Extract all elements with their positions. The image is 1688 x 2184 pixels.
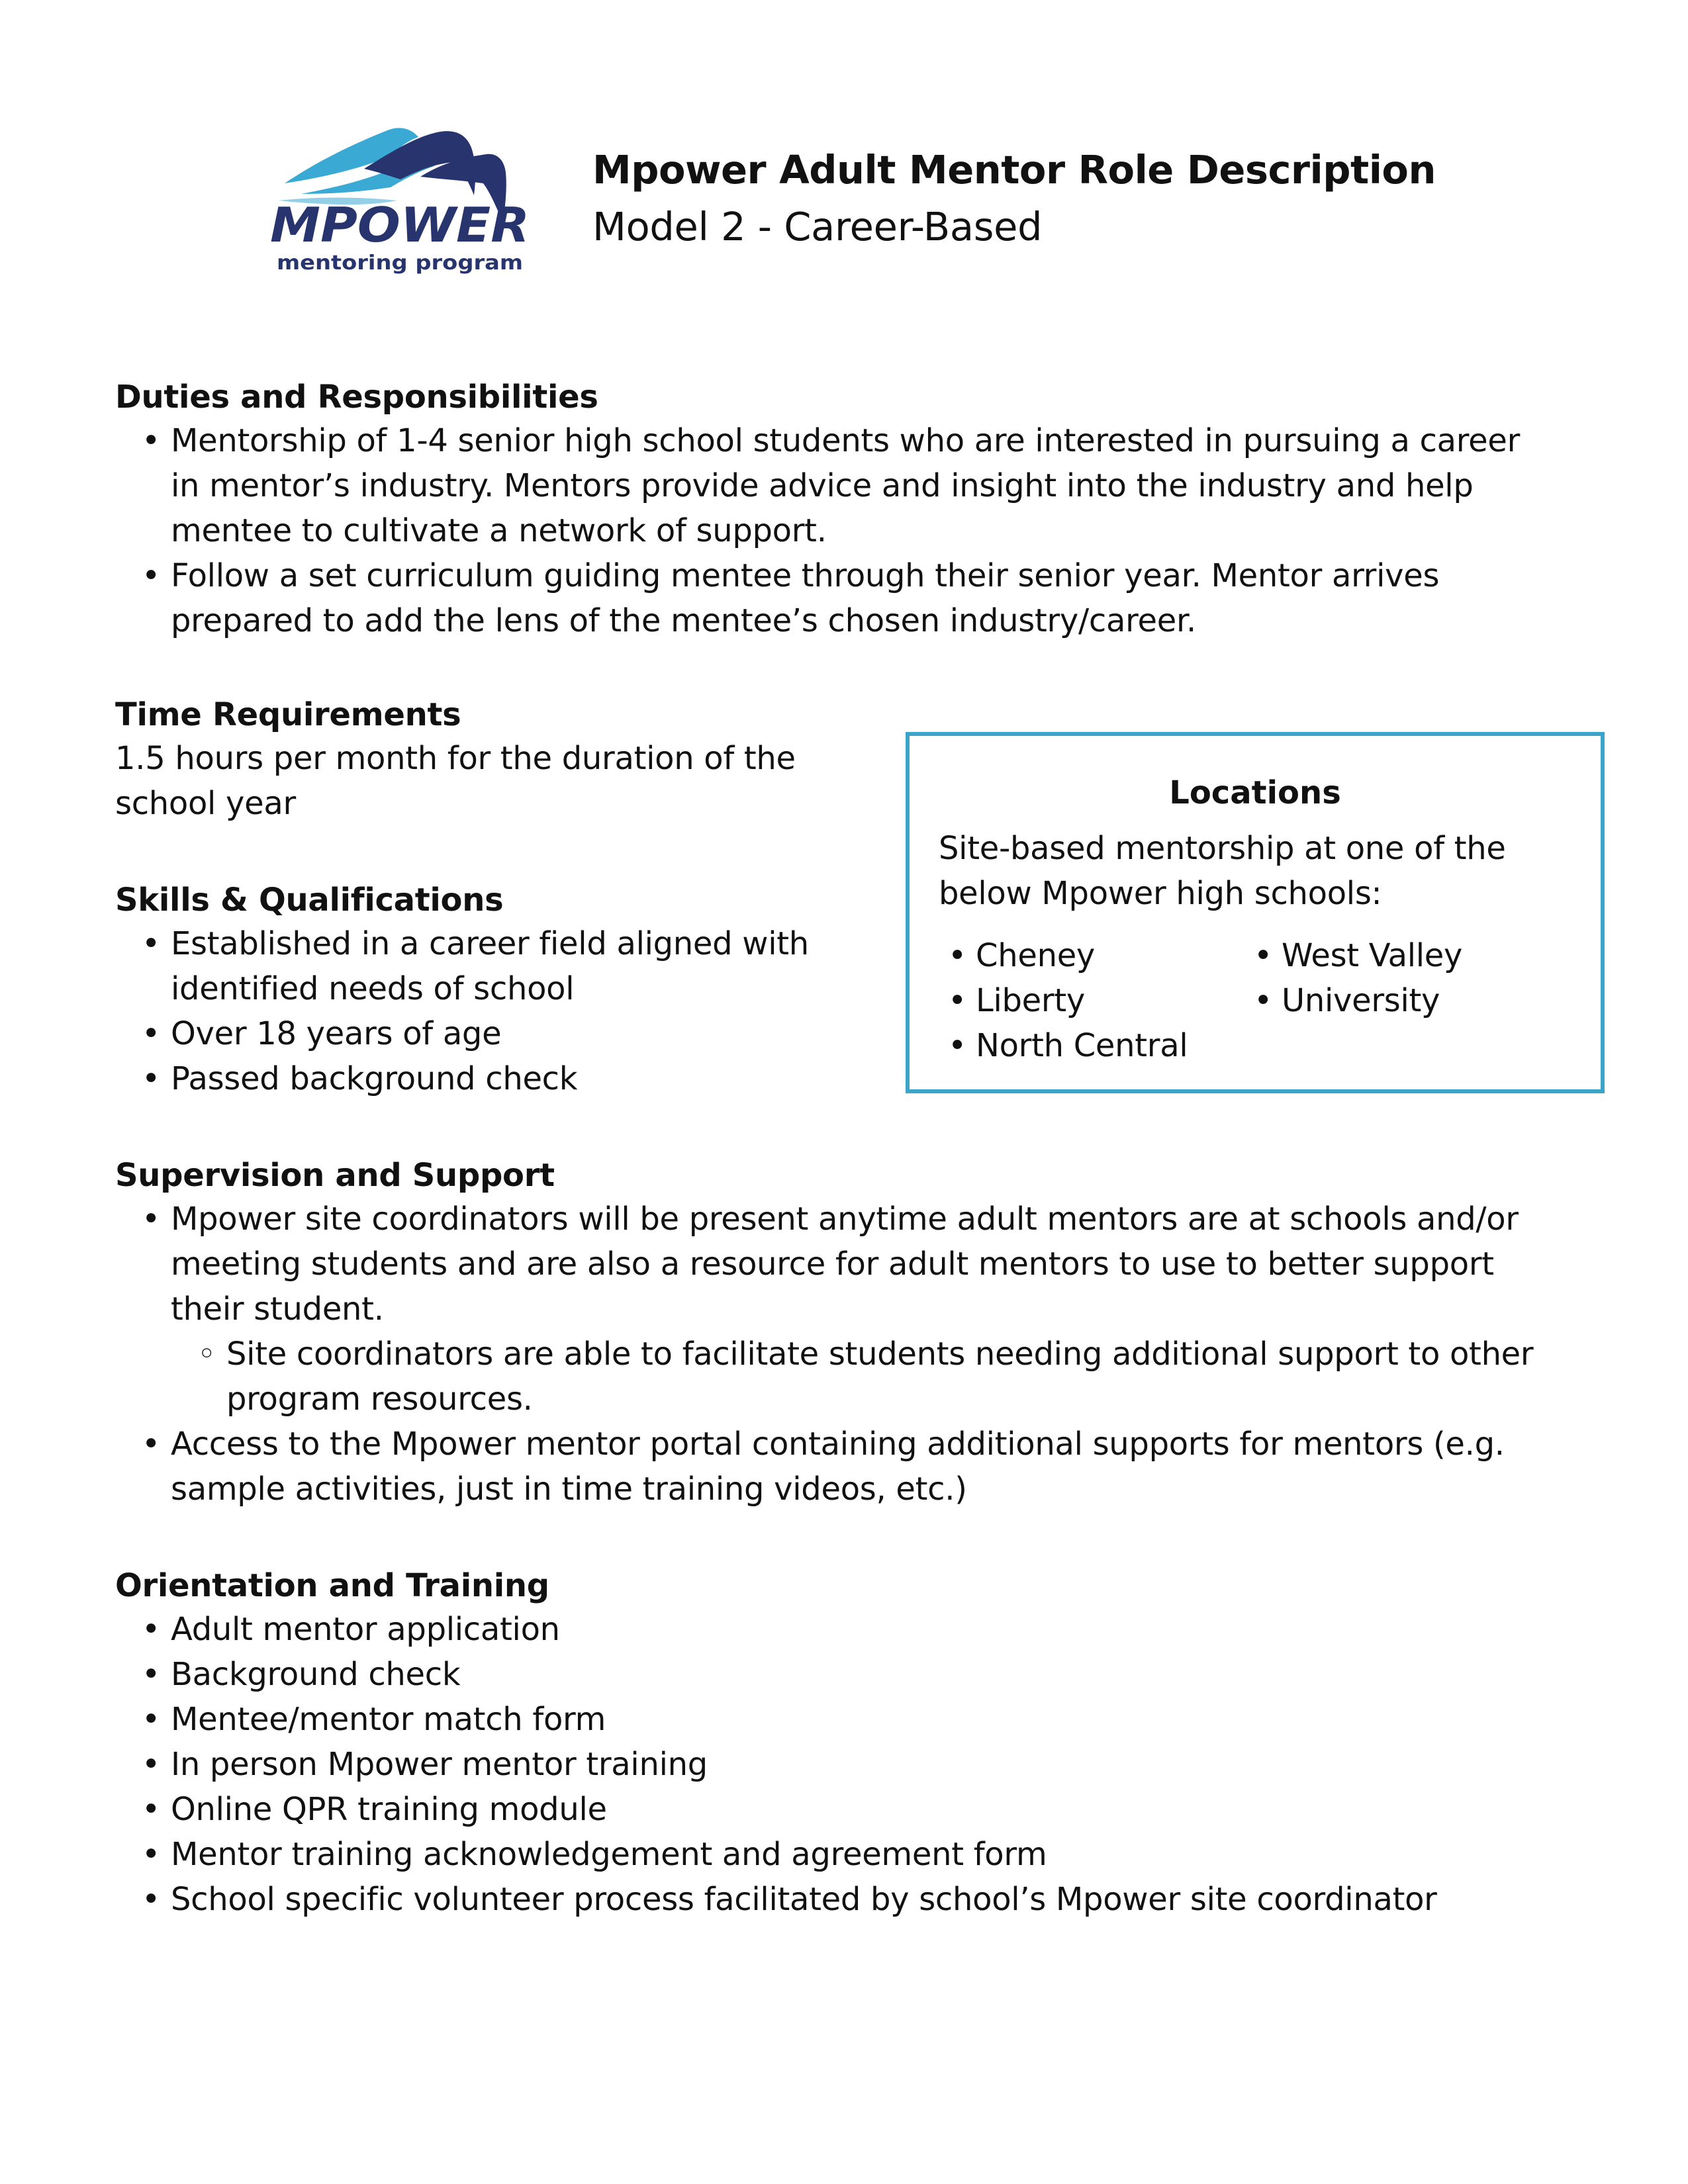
list-item: • University	[1244, 978, 1462, 1023]
list-item: • Online QPR training module	[115, 1787, 1638, 1832]
time-text: 1.5 hours per month for the duration of the school year	[115, 740, 796, 822]
list-item: • Mentee/mentor match form	[115, 1697, 1638, 1742]
list-item: • Liberty	[939, 978, 1188, 1023]
orientation-list	[115, 1607, 1638, 1922]
time-heading: Time Requirements	[115, 696, 461, 733]
supervision-heading: Supervision and Support	[115, 1157, 555, 1194]
logo-wordmark: MPOWER	[270, 197, 530, 253]
list-item: • Passed background check	[115, 1056, 910, 1101]
list-item: • North Central	[939, 1023, 1188, 1068]
locations-list-left	[939, 933, 1188, 1068]
locations-heading: Locations	[1169, 774, 1341, 811]
locations-list-right	[1244, 933, 1462, 1023]
list-item: • Over 18 years of age	[115, 1011, 910, 1056]
list-item: • School specific volunteer process facilitated by school’s Mpower site coordinator	[115, 1877, 1638, 1922]
list-item: • Mpower site coordinators will be present anytime adult mentors are at schools and/or meeting students and are also a resource for adult mentors to use to better support their student.	[115, 1197, 1664, 1332]
list-item: • Established in a career field aligned with identified needs of school	[115, 921, 910, 1011]
page-subtitle: Model 2 - Career-Based	[592, 204, 1043, 250]
sub-list-item: ◦ Site coordinators are able to facilitate students needing additional support to other program resources.	[115, 1332, 1664, 1422]
list-item: • West Valley	[1244, 933, 1462, 978]
list-item: • Adult mentor application	[115, 1607, 1638, 1652]
skills-list	[115, 921, 910, 1101]
locations-text: Site-based mentorship at one of the below Mpower high schools:	[939, 830, 1506, 912]
locations-box	[906, 732, 1605, 1093]
skills-heading: Skills & Qualifications	[115, 882, 504, 919]
list-item: • Follow a set curriculum guiding mentee through their senior year. Mentor arrives prepared to add the lens of the mentee’s chosen industry/career.	[115, 553, 1638, 643]
duties-heading: Duties and Responsibilities	[115, 379, 598, 416]
list-item: • Access to the Mpower mentor portal containing additional supports for mentors (e.g. sample activities, just in time training videos, etc.)	[115, 1422, 1664, 1512]
duties-list	[115, 418, 1638, 643]
list-item: • Mentorship of 1-4 senior high school students who are interested in pursuing a career in mentor’s industry. Mentors provide advice and insight into the industry and help mentee to cultivate a network of support.	[115, 418, 1638, 553]
orientation-heading: Orientation and Training	[115, 1567, 549, 1604]
list-item: • Background check	[115, 1652, 1638, 1697]
list-item: • In person Mpower mentor training	[115, 1742, 1638, 1787]
logo-tagline: mentoring program	[277, 251, 523, 275]
supervision-list	[115, 1197, 1664, 1512]
page-title: Mpower Adult Mentor Role Description	[592, 147, 1436, 193]
mpower-logo	[265, 122, 543, 281]
list-item: • Cheney	[939, 933, 1188, 978]
list-item: • Mentor training acknowledgement and agreement form	[115, 1832, 1638, 1877]
